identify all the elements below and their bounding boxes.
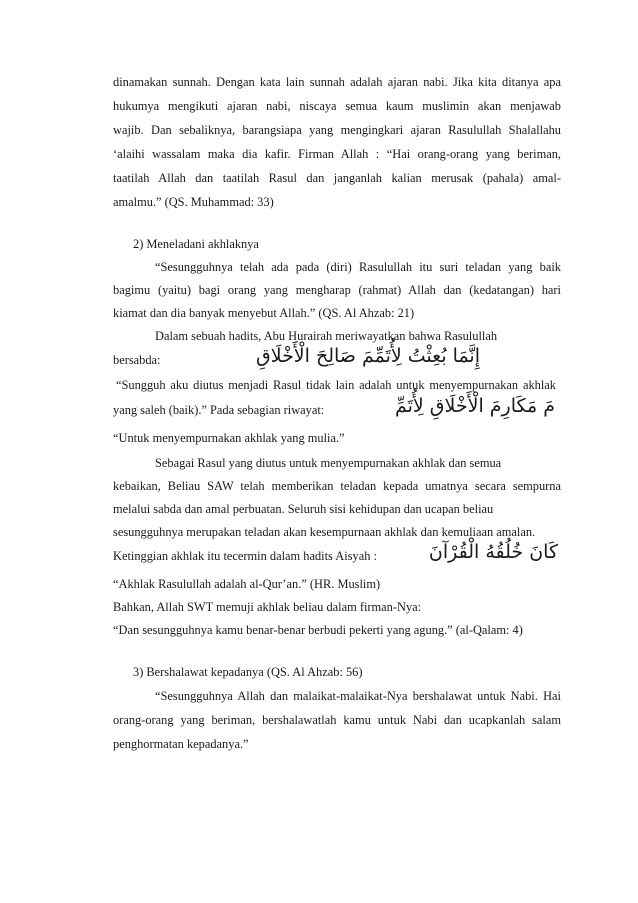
text-line: taatilah Allah dan taatilah Rasul dan janganlah kalian merusak (pahala) amal- [113, 171, 561, 185]
arabic-hadith-text: كَانَ خُلُقُهُ الْقُرْآنَ [428, 541, 558, 563]
text-line: wajib. Dan sebaliknya, barangsiapa yang mengingkari ajaran Rasulullah Shalallahu [113, 123, 561, 137]
text-line: “Sesungguhnya telah ada pada (diri) Rasulullah itu suri teladan yang baik [155, 260, 561, 274]
text-line: kebaikan, Beliau SAW telah memberikan teladan kepada umatnya secara sempurna [113, 479, 561, 493]
text-line: penghormatan kepadanya.” [113, 737, 249, 751]
text-line: sesungguhnya merupakan teladan akan kesempurnaan akhlak dan kemuliaan amalan. [113, 525, 536, 539]
text-line: amalmu.” (QS. Muhammad: 33) [113, 195, 274, 209]
text-line: Dalam sebuah hadits, Abu Hurairah meriwayatkan bahwa Rasulullah [155, 329, 498, 343]
text-line: kiamat dan dia banyak menyebut Allah.” (QS. Al Ahzab: 21) [113, 306, 415, 320]
text-line: “Sungguh aku diutus menjadi Rasul tidak lain adalah untuk menyempurnakan akhlak [116, 378, 556, 392]
text-line: dinamakan sunnah. Dengan kata lain sunnah adalah ajaran nabi. Jika kita ditanya apa [113, 75, 561, 89]
text-line: Ketinggian akhlak itu tecermin dalam hadits Aisyah : [113, 549, 377, 563]
text-line: yang saleh (baik).” Pada sebagian riwayat: [113, 403, 325, 417]
section-heading: 3) Bershalawat kepadanya (QS. Al Ahzab: 56) [133, 665, 363, 679]
text-line: bagimu (yaitu) bagi orang yang mengharap (rahmat) Allah dan (kedatangan) hari [113, 283, 561, 297]
text-line: ‘alaihi wassalam maka dia kafir. Firman Allah : “Hai orang-orang yang beriman, [113, 147, 561, 161]
text-line: orang-orang yang beriman, bershalawatlah kamu untuk Nabi dan ucapkanlah salam [113, 713, 561, 727]
text-line: bersabda: [113, 353, 161, 367]
text-line: “Sesungguhnya Allah dan malaikat-malaikat-Nya bershalawat untuk Nabi. Hai [155, 689, 561, 703]
text-line: Bahkan, Allah SWT memuji akhlak beliau dalam firman-Nya: [113, 600, 422, 614]
text-line: melalui sabda dan amal perbuatan. Seluruh sisi kehidupan dan ucapan beliau [113, 502, 494, 516]
arabic-hadith-text: إِنَّمَا بُعِثْتُ لِأُتَمِّمَ صَالِحَ الْأَخْلَاقِ [255, 345, 480, 367]
text-line: hukumya mengikuti ajaran nabi, niscaya semua kaum muslimin akan menjawab [113, 99, 561, 113]
arabic-hadith-text: مَ مَكَارِمَ الْأَخْلَاقِ لِأُتَمِّ [395, 395, 555, 417]
text-line: “Akhlak Rasulullah adalah al-Qur’an.” (HR. Muslim) [113, 577, 381, 591]
text-line: Sebagai Rasul yang diutus untuk menyempurnakan akhlak dan semua [155, 456, 502, 470]
text-line: “Untuk menyempurnakan akhlak yang mulia.” [113, 431, 345, 445]
text-line: “Dan sesungguhnya kamu benar-benar berbudi pekerti yang agung.” (al-Qalam: 4) [113, 623, 523, 637]
section-heading: 2) Meneladani akhlaknya [133, 237, 259, 251]
